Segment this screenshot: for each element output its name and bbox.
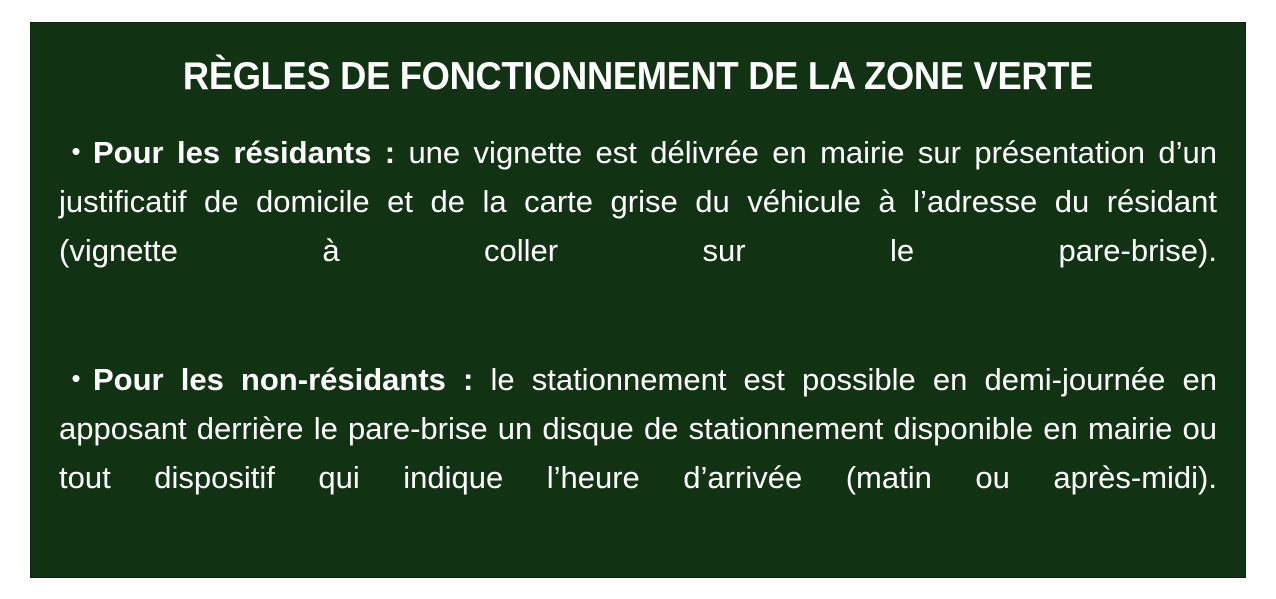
page-title: RÈGLES DE FONCTIONNEMENT DE LA ZONE VERTE xyxy=(182,55,1094,98)
rule-lead: Pour les résidants xyxy=(93,134,372,170)
green-zone-rules-panel xyxy=(30,22,1246,578)
list-item xyxy=(59,356,1217,552)
list-item xyxy=(59,129,1217,325)
rule-separator: : xyxy=(445,361,491,397)
bullet-icon: • xyxy=(71,363,81,394)
rule-body: une vignette est délivrée en mairie sur présentation d’un justificatif de domicile et de la carte grise du véhicule à l’adresse du résidant (vignette à coller sur le pare-brise). xyxy=(59,134,1217,268)
bullet-icon: • xyxy=(71,136,81,167)
rule-lead: Pour les non-résidants xyxy=(93,361,446,397)
rule-separator: : xyxy=(371,134,409,170)
rules-list xyxy=(59,129,1217,552)
rule-body: le stationnement est possible en demi-journée en apposant derrière le pare-brise un disque de stationnement disponible en mairie ou tout dispositif qui indique l’heure d’arrivée (matin ou après-midi). xyxy=(59,361,1217,495)
